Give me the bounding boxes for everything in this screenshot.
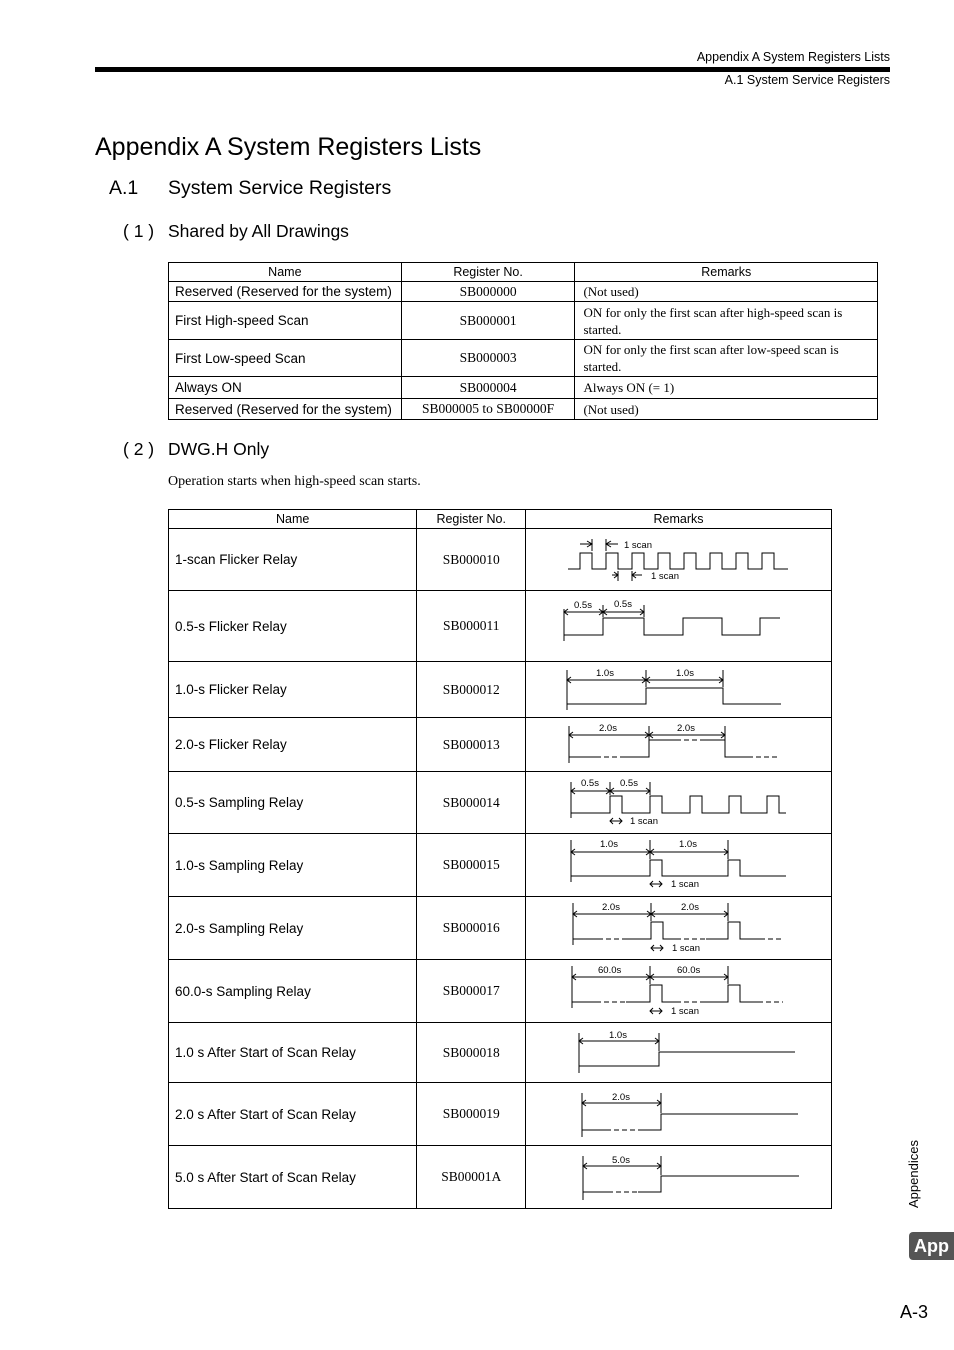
timing-label: 1.0s	[675, 668, 694, 679]
table-row	[169, 1023, 832, 1083]
table-row	[169, 1146, 832, 1209]
register-remarks: (Not used)	[575, 282, 878, 302]
register-number: SB000000	[401, 282, 575, 302]
timing-chart-cell	[525, 1083, 831, 1146]
timing-chart-cell	[525, 529, 831, 591]
table-row	[169, 282, 878, 302]
operation-note: Operation starts when high-speed scan starts.	[168, 474, 421, 489]
register-name: 1.0-s Sampling Relay	[169, 834, 417, 897]
table-row	[169, 529, 832, 591]
timing-diagram-1-0s-sampling	[526, 834, 831, 896]
timing-label: 60.0s	[676, 965, 701, 976]
column-header-remarks: Remarks	[525, 510, 831, 529]
subsection-2-heading	[123, 439, 269, 460]
register-number: SB000011	[417, 591, 526, 662]
column-header-register: Register No.	[417, 510, 526, 529]
running-header-chapter: Appendix A System Registers Lists	[696, 50, 890, 64]
register-remarks: (Not used)	[575, 399, 878, 420]
subsection-1-heading	[123, 221, 349, 242]
column-header-register: Register No.	[401, 263, 575, 282]
column-header-remarks: Remarks	[575, 263, 878, 282]
register-name: 2.0-s Sampling Relay	[169, 897, 417, 960]
timing-diagram-1-0s-flicker	[526, 662, 831, 717]
running-header-section: A.1 System Service Registers	[724, 73, 890, 87]
register-name: Reserved (Reserved for the system)	[169, 282, 402, 302]
register-number: SB00001A	[417, 1146, 526, 1209]
timing-label: 0.5s	[613, 599, 632, 610]
app-badge: App	[909, 1232, 954, 1260]
timing-label: 0.5s	[619, 778, 638, 789]
timing-chart-cell	[525, 834, 831, 897]
section-number: A.1	[109, 177, 139, 199]
table-row	[169, 718, 832, 772]
register-number: SB000010	[417, 529, 526, 591]
register-number: SB000001	[401, 302, 575, 340]
timing-chart-cell	[525, 960, 831, 1023]
timing-chart-cell	[525, 772, 831, 834]
timing-label: 2.0s	[601, 902, 620, 913]
timing-label: 1 scan	[671, 943, 700, 954]
table-row	[169, 662, 832, 718]
timing-label: 2.0s	[611, 1092, 630, 1103]
timing-diagram-2-0s-sampling	[526, 897, 831, 959]
timing-diagram-1-0s-after-start	[526, 1023, 831, 1082]
timing-chart-cell	[525, 662, 831, 718]
register-name: 60.0-s Sampling Relay	[169, 960, 417, 1023]
timing-label: 1 scan	[650, 571, 679, 582]
register-number: SB000014	[417, 772, 526, 834]
timing-diagram-1-scan-flicker	[526, 529, 831, 590]
table-row	[169, 399, 878, 420]
timing-chart-cell	[525, 591, 831, 662]
subsection-1-number: ( 1 )	[123, 221, 155, 241]
timing-label: 2.0s	[598, 723, 617, 734]
table-row	[169, 302, 878, 340]
timing-chart-cell	[525, 1023, 831, 1083]
timing-label: 2.0s	[680, 902, 699, 913]
register-name: 1-scan Flicker Relay	[169, 529, 417, 591]
section-title: System Service Registers	[168, 177, 392, 199]
table-row	[169, 1083, 832, 1146]
timing-label: 60.0s	[597, 965, 622, 976]
table-row	[169, 340, 878, 377]
register-name: 2.0 s After Start of Scan Relay	[169, 1083, 417, 1146]
register-remarks: Always ON (= 1)	[575, 377, 878, 399]
table-row	[169, 897, 832, 960]
timing-diagram-0-5s-sampling	[526, 772, 831, 833]
shared-registers-table	[168, 262, 878, 420]
timing-label: 1 scan	[629, 816, 658, 827]
subsection-1-title: Shared by All Drawings	[168, 221, 349, 241]
table-row	[169, 960, 832, 1023]
page-title: Appendix A System Registers Lists	[95, 133, 482, 161]
register-name: 5.0 s After Start of Scan Relay	[169, 1146, 417, 1209]
register-number: SB000017	[417, 960, 526, 1023]
register-number: SB000013	[417, 718, 526, 772]
register-name: Reserved (Reserved for the system)	[169, 399, 402, 420]
timing-label: 1.0s	[595, 668, 614, 679]
timing-label: 1.0s	[678, 839, 697, 850]
register-number: SB000005 to SB00000F	[401, 399, 575, 420]
register-remarks: ON for only the first scan after low-speed scan is started.	[575, 340, 878, 377]
register-name: First Low-speed Scan	[169, 340, 402, 377]
register-remarks: ON for only the first scan after high-speed scan is started.	[575, 302, 878, 340]
timing-label: 1 scan	[670, 879, 699, 890]
timing-label: 1.0s	[599, 839, 618, 850]
subsection-2-title: DWG.H Only	[168, 439, 270, 459]
column-header-name: Name	[169, 263, 402, 282]
register-name: First High-speed Scan	[169, 302, 402, 340]
timing-diagram-2-0s-flicker	[526, 718, 831, 771]
register-number: SB000012	[417, 662, 526, 718]
register-name: 1.0-s Flicker Relay	[169, 662, 417, 718]
register-name: 0.5-s Sampling Relay	[169, 772, 417, 834]
register-name: Always ON	[169, 377, 402, 399]
timing-diagram-2-0s-after-start	[526, 1083, 831, 1145]
timing-chart-cell	[525, 718, 831, 772]
table-row	[169, 834, 832, 897]
header-rule	[95, 67, 890, 72]
column-header-name: Name	[169, 510, 417, 529]
side-tab-label: Appendices	[906, 1140, 921, 1208]
table-row	[169, 591, 832, 662]
dwg-h-registers-table	[168, 509, 832, 1209]
timing-diagram-60-0s-sampling	[526, 960, 831, 1022]
register-number: SB000018	[417, 1023, 526, 1083]
register-number: SB000015	[417, 834, 526, 897]
timing-label: 1 scan	[623, 540, 652, 551]
page-number: A-3	[900, 1302, 929, 1322]
timing-chart-cell	[525, 897, 831, 960]
timing-diagram-5-0s-after-start	[526, 1146, 831, 1208]
timing-label: 0.5s	[580, 778, 599, 789]
table-row	[169, 772, 832, 834]
timing-label: 2.0s	[676, 723, 695, 734]
register-name: 2.0-s Flicker Relay	[169, 718, 417, 772]
subsection-2-number: ( 2 )	[123, 439, 155, 459]
timing-diagram-0-5s-flicker	[526, 591, 831, 661]
timing-label: 0.5s	[573, 600, 592, 611]
register-number: SB000004	[401, 377, 575, 399]
timing-label: 1.0s	[608, 1030, 627, 1041]
register-number: SB000003	[401, 340, 575, 377]
section-heading	[109, 177, 391, 200]
timing-label: 1 scan	[670, 1006, 699, 1017]
register-number: SB000019	[417, 1083, 526, 1146]
timing-chart-cell	[525, 1146, 831, 1209]
table-row	[169, 377, 878, 399]
timing-label: 5.0s	[611, 1155, 630, 1166]
register-number: SB000016	[417, 897, 526, 960]
register-name: 1.0 s After Start of Scan Relay	[169, 1023, 417, 1083]
register-name: 0.5-s Flicker Relay	[169, 591, 417, 662]
